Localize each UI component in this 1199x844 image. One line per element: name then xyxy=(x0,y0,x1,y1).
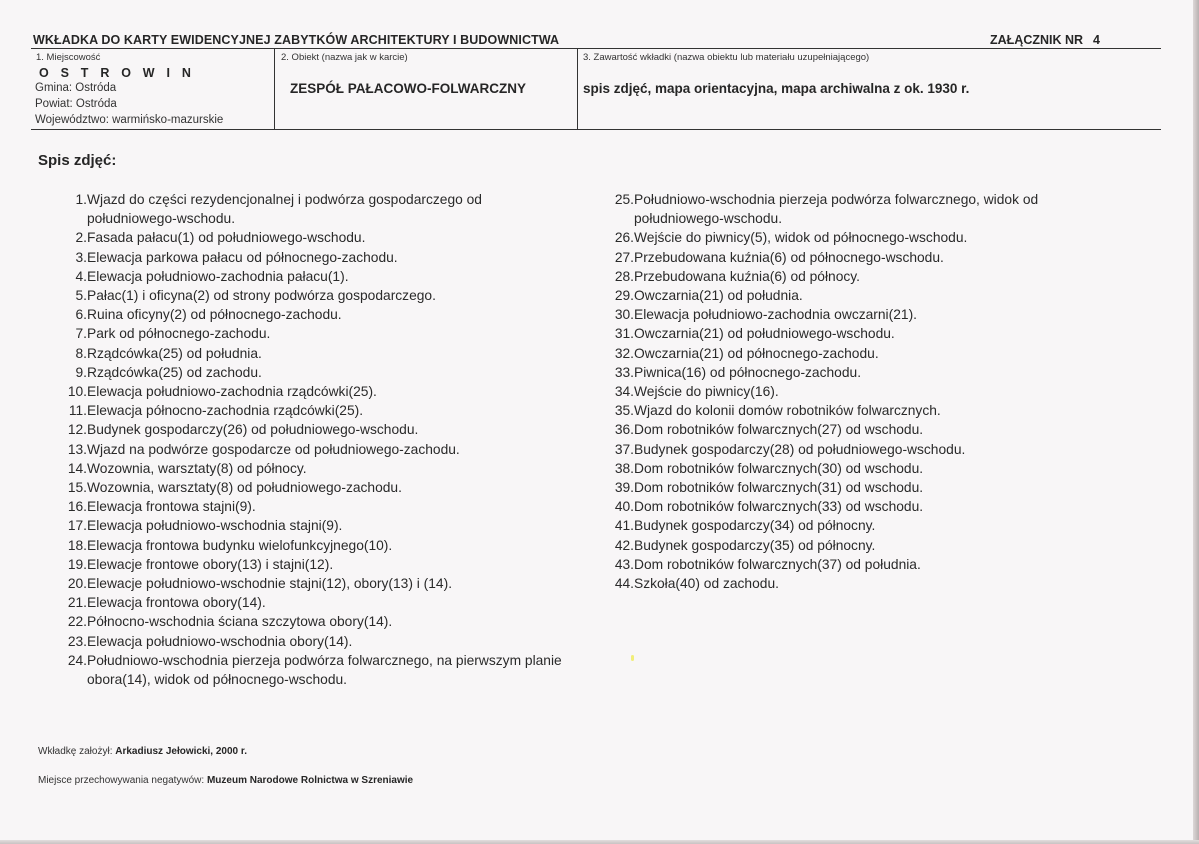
photo-number: 35. xyxy=(614,403,634,419)
photo-list-item xyxy=(60,516,570,535)
photo-number: 5. xyxy=(75,288,87,304)
photo-description: Elewacja północno-zachodnia rządcówki(25). xyxy=(87,403,364,419)
photo-list-item xyxy=(607,420,1097,439)
photo-number: 32. xyxy=(614,345,634,361)
photo-number: 10. xyxy=(67,384,87,400)
photo-list-left-column xyxy=(60,190,570,689)
photo-number: 3. xyxy=(75,249,87,265)
photo-list-title: Spis zdjęć: xyxy=(38,152,117,169)
photo-number: 30. xyxy=(614,307,634,323)
photo-list-item xyxy=(60,286,570,305)
photo-number: 13. xyxy=(67,441,87,457)
photo-list-item xyxy=(60,248,570,267)
photo-description: Elewacje frontowe obory(13) i stajni(12). xyxy=(87,556,334,572)
photo-description: Północno-wschodnia ściana szczytowa obory(14). xyxy=(87,614,393,630)
photo-list-item xyxy=(60,593,570,612)
photo-description: Elewacja południowo-zachodnia owczarni(21). xyxy=(634,307,917,323)
photo-number: 14. xyxy=(67,460,87,476)
photo-number: 39. xyxy=(614,480,634,496)
photo-list-item xyxy=(607,536,1097,555)
photo-list-item xyxy=(607,459,1097,478)
photo-description: Szkoła(40) od zachodu. xyxy=(634,576,779,592)
photo-list-item xyxy=(607,574,1097,593)
photo-number: 31. xyxy=(614,326,634,342)
photo-number: 12. xyxy=(67,422,87,438)
photo-number: 44. xyxy=(614,576,634,592)
photo-list-item xyxy=(60,555,570,574)
photo-number: 29. xyxy=(614,288,634,304)
photo-description: Dom robotników folwarcznych(33) od wschodu. xyxy=(634,499,924,515)
photo-number: 15. xyxy=(67,480,87,496)
photo-description: Dom robotników folwarcznych(30) od wschodu. xyxy=(634,460,924,476)
photo-number: 24. xyxy=(67,652,87,668)
photo-number: 2. xyxy=(75,230,87,246)
photo-description: Południowo-wschodnia pierzeja podwórza folwarcznego, widok od południowego-wschodu. xyxy=(634,192,1039,227)
storage-line xyxy=(38,775,413,786)
photo-description: Wejście do piwnicy(5), widok od północnego-wschodu. xyxy=(634,230,968,246)
photo-description: Przebudowana kuźnia(6) od północy. xyxy=(634,268,860,284)
photo-number: 41. xyxy=(614,518,634,534)
photo-description: Wjazd na podwórze gospodarcze od południowego-zachodu. xyxy=(87,441,460,457)
photo-description: Ruina oficyny(2) od północnego-zachodu. xyxy=(87,307,342,323)
header-top-rule xyxy=(31,48,1161,49)
photo-description: Elewacje południowo-wschodnie stajni(12), obory(13) i (14). xyxy=(87,576,453,592)
photo-description: Elewacja frontowa budynku wielofunkcyjnego(10). xyxy=(87,537,393,553)
photo-number: 18. xyxy=(67,537,87,553)
photo-list-item xyxy=(607,401,1097,420)
gmina-line: Gmina: Ostróda xyxy=(35,82,117,94)
photo-list-item xyxy=(607,478,1097,497)
photo-list-item xyxy=(60,401,570,420)
photo-description: Budynek gospodarczy(34) od północny. xyxy=(634,518,876,534)
photo-number: 37. xyxy=(614,441,634,457)
annex-number: 4 xyxy=(1093,33,1100,47)
photo-list-item xyxy=(60,305,570,324)
photo-list-right-column xyxy=(607,190,1097,593)
yellow-speck xyxy=(631,655,634,661)
annex-label-group xyxy=(990,33,1100,47)
author-label: Wkładkę założył: xyxy=(38,746,113,757)
photo-number: 23. xyxy=(67,633,87,649)
photo-list-item xyxy=(607,344,1097,363)
photo-list-item xyxy=(60,651,570,689)
photo-list-item xyxy=(60,228,570,247)
photo-list-item xyxy=(607,248,1097,267)
photo-description: Budynek gospodarczy(26) od południowego-wschodu. xyxy=(87,422,419,438)
photo-number: 20. xyxy=(67,576,87,592)
photo-list-item xyxy=(607,324,1097,343)
photo-description: Owczarnia(21) od południowego-wschodu. xyxy=(634,326,895,342)
photo-list-item xyxy=(607,267,1097,286)
photo-number: 28. xyxy=(614,268,634,284)
photo-list-item xyxy=(60,574,570,593)
photo-list-item xyxy=(60,190,570,228)
photo-number: 11. xyxy=(68,403,87,419)
photo-number: 19. xyxy=(67,556,87,572)
author-value: Arkadiusz Jełowicki, 2000 r. xyxy=(115,746,247,757)
photo-description: Elewacja południowo-wschodnia stajni(9). xyxy=(87,518,343,534)
photo-description: Elewacja południowo-zachodnia pałacu(1). xyxy=(87,268,349,284)
photo-number: 27. xyxy=(614,249,634,265)
photo-number: 17. xyxy=(67,518,87,534)
photo-number: 1. xyxy=(75,192,87,207)
photo-list-item xyxy=(607,286,1097,305)
photo-number: 42. xyxy=(614,537,634,553)
photo-number: 38. xyxy=(614,460,634,476)
wojewodztwo-line: Województwo: warmińsko-mazurskie xyxy=(35,114,224,126)
photo-number: 9. xyxy=(75,364,87,380)
photo-description: Elewacja parkowa pałacu od północnego-zachodu. xyxy=(87,249,398,265)
photo-number: 40. xyxy=(614,499,634,515)
photo-description: Rządcówka(25) od zachodu. xyxy=(87,364,262,380)
photo-list-item xyxy=(607,363,1097,382)
header-divider-2 xyxy=(577,48,578,129)
place-name: O S T R O W I N xyxy=(39,66,196,80)
photo-number: 33. xyxy=(614,364,634,380)
photo-list-item xyxy=(607,497,1097,516)
photo-description: Wozownia, warsztaty(8) od północy. xyxy=(87,460,307,476)
photo-description: Dom robotników folwarcznych(37) od południa. xyxy=(634,556,921,572)
photo-number: 22. xyxy=(67,614,87,630)
header-divider-1 xyxy=(274,48,275,129)
photo-description: Wozownia, warsztaty(8) od południowego-zachodu. xyxy=(87,480,402,496)
photo-list-item xyxy=(60,382,570,401)
photo-description: Wjazd do kolonii domów robotników folwarcznych. xyxy=(634,403,941,419)
photo-list-item xyxy=(60,536,570,555)
content-description: spis zdjęć, mapa orientacyjna, mapa archiwalna z ok. 1930 r. xyxy=(583,81,970,96)
photo-description: Wjazd do części rezydencjonalnej i podwórza gospodarczego od południowego-wschodu. xyxy=(87,192,482,227)
card-edge-bottom xyxy=(0,840,1199,844)
photo-list-item xyxy=(60,344,570,363)
photo-list-item xyxy=(60,267,570,286)
photo-number: 6. xyxy=(75,307,87,323)
photo-description: Budynek gospodarczy(28) od południowego-wschodu. xyxy=(634,441,966,457)
photo-description: Elewacja południowo-zachodnia rządcówki(25). xyxy=(87,384,377,400)
photo-description: Elewacja południowo-wschodnia obory(14). xyxy=(87,633,353,649)
photo-list-item xyxy=(60,612,570,631)
photo-description: Dom robotników folwarcznych(31) od wschodu. xyxy=(634,480,924,496)
photo-description: Dom robotników folwarcznych(27) od wschodu. xyxy=(634,422,924,438)
photo-description: Piwnica(16) od północnego-zachodu. xyxy=(634,364,862,380)
photo-list-item xyxy=(60,420,570,439)
photo-list-item xyxy=(60,459,570,478)
document-title: WKŁADKA DO KARTY EWIDENCYJNEJ ZABYTKÓW ARCHITEKTURY I BUDOWNICTWA xyxy=(33,33,560,47)
photo-description: Rządcówka(25) od południa. xyxy=(87,345,262,361)
photo-number: 26. xyxy=(614,230,634,246)
photo-description: Elewacja frontowa obory(14). xyxy=(87,595,266,611)
photo-number: 7. xyxy=(75,326,87,342)
object-name: ZESPÓŁ PAŁACOWO-FOLWARCZNY xyxy=(290,81,526,96)
photo-description: Elewacja frontowa stajni(9). xyxy=(87,499,256,515)
photo-list-item xyxy=(607,440,1097,459)
photo-number: 4. xyxy=(75,268,87,284)
storage-value: Muzeum Narodowe Rolnictwa w Szreniawie xyxy=(206,775,414,786)
annex-label: ZAŁĄCZNIK NR xyxy=(990,33,1084,47)
photo-list-item xyxy=(607,555,1097,574)
photo-list-item xyxy=(60,478,570,497)
storage-label: Miejsce przechowywania negatywów: xyxy=(38,775,205,786)
photo-list-item xyxy=(607,305,1097,324)
photo-list-item xyxy=(60,440,570,459)
photo-number: 43. xyxy=(614,556,634,572)
photo-number: 21. xyxy=(67,595,87,611)
photo-description: Przebudowana kuźnia(6) od północnego-wschodu. xyxy=(634,249,944,265)
author-line xyxy=(38,746,247,757)
content-field-label: 3. Zawartość wkładki (nazwa obiektu lub materiału uzupełniającego) xyxy=(583,52,870,63)
photo-number: 8. xyxy=(75,345,87,361)
photo-number: 25. xyxy=(614,192,634,207)
photo-list-item xyxy=(60,324,570,343)
photo-number: 16. xyxy=(67,499,87,515)
photo-description: Owczarnia(21) od południa. xyxy=(634,288,803,304)
card-edge-right xyxy=(1193,0,1199,844)
photo-description: Budynek gospodarczy(35) od północny. xyxy=(634,537,876,553)
photo-list-item xyxy=(60,363,570,382)
place-field-label: 1. Miejscowość xyxy=(36,52,101,63)
photo-description: Wejście do piwnicy(16). xyxy=(634,384,779,400)
photo-description: Owczarnia(21) od północnego-zachodu. xyxy=(634,345,879,361)
photo-list-item xyxy=(60,632,570,651)
photo-number: 34. xyxy=(614,384,634,400)
header-bottom-rule xyxy=(31,129,1161,130)
photo-list-item xyxy=(607,382,1097,401)
photo-list-item xyxy=(607,190,1097,228)
photo-list-item xyxy=(607,516,1097,535)
photo-description: Park od północnego-zachodu. xyxy=(87,326,271,342)
photo-description: Południowo-wschodnia pierzeja podwórza folwarcznego, na pierwszym planie obora(14), widok od północnego-wschodu. xyxy=(87,652,562,688)
photo-number: 36. xyxy=(614,422,634,438)
photo-list-item xyxy=(60,497,570,516)
photo-description: Fasada pałacu(1) od południowego-wschodu. xyxy=(87,230,366,246)
powiat-line: Powiat: Ostróda xyxy=(35,98,117,110)
object-field-label: 2. Obiekt (nazwa jak w karcie) xyxy=(281,52,408,63)
photo-list-item xyxy=(607,228,1097,247)
photo-description: Pałac(1) i oficyna(2) od strony podwórza gospodarczego. xyxy=(87,288,436,304)
